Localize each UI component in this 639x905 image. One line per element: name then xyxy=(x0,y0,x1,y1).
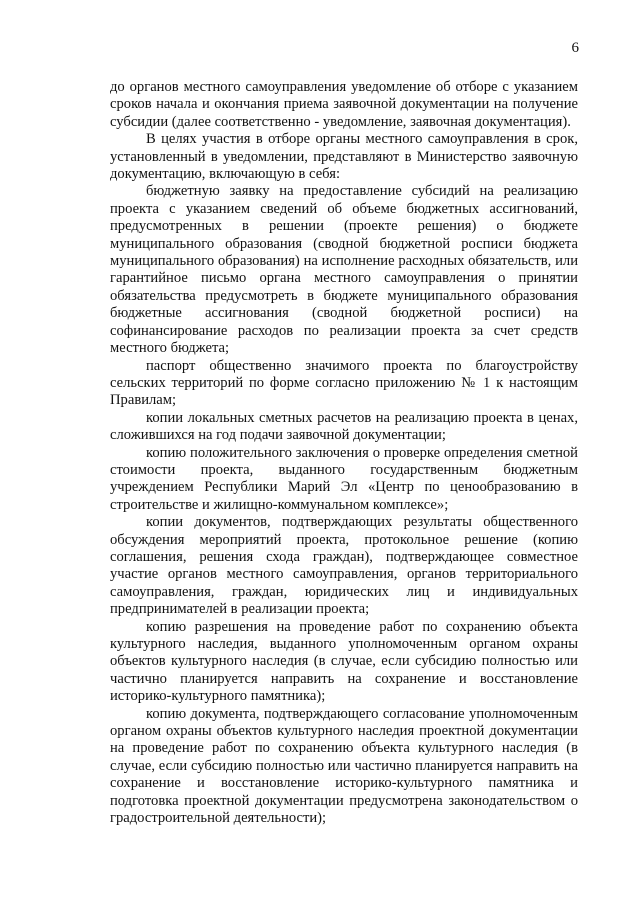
list-item-local-estimates: копии локальных сметных расчетов на реализацию проекта в ценах, сложившихся на год подачи заявочной документации; xyxy=(110,409,578,444)
list-item-budget-request: бюджетную заявку на предоставление субсидий на реализацию проекта с указанием сведений об объеме бюджетных ассигнований, предусмотренных в решении (проекте решения) о бюджете муниципального образования (сводной бюджетной росписи бюджета муниципального образования) на исполнение расходных обязательств, или гарантийное письмо органа местного самоуправления о принятии обязательства предусмотреть в бюджете муниципального образования бюджетные ассигнования (сводной бюджетной росписи) на софинансирование расходов по реализации проекта за счет средств местного бюджета; xyxy=(110,183,578,357)
paragraph-continuation: до органов местного самоуправления уведомление об отборе с указанием сроков начала и окончания приема заявочной документации на получение субсидии (далее соответственно - уведомление, заявочная документация). xyxy=(110,79,578,130)
list-item-positive-conclusion: копию положительного заключения о проверке определения сметной стоимости проекта, выданного государственным бюджетным учреждением Республики Марий Эл «Центр по ценообразованию в строительстве и жилищно-коммунальном комплексе»; xyxy=(110,444,578,513)
paragraph-selection-participation: В целях участия в отборе органы местного самоуправления в срок, установленный в уведомлении, представляют в Министерство заявочную документацию, включающую в себя: xyxy=(110,131,578,183)
list-item-heritage-approval: копию документа, подтверждающего согласование уполномоченным органом охраны объектов культурного наследия проектной документации на проведение работ по сохранению объекта культурного наследия (в случае, если субсидию полностью или частично планируется направить на сохранение и восстановление историко-культурного памятника и подготовка проектной документации предусмотрена законодательством о градостроительной деятельности); xyxy=(110,705,578,827)
page-number: 6 xyxy=(571,40,579,56)
list-item-public-discussion: копии документов, подтверждающих результаты общественного обсуждения мероприятий проекта, протокольное решение (копию соглашения, решения схода граждан), подтверждающее совместное участие органов местного самоуправления, органов территориального самоуправления, граждан, юридических лиц и индивидуальных предпринимателей в реализации проекта; xyxy=(110,514,578,618)
list-item-heritage-permit: копию разрешения на проведение работ по сохранению объекта культурного наследия, выданного уполномоченным органом охраны объектов культурного наследия (в случае, если субсидию полностью или частично планируется направить на сохранение и восстановление историко-культурного памятника); xyxy=(110,618,578,705)
document-body xyxy=(110,79,578,827)
list-item-project-passport: паспорт общественно значимого проекта по благоустройству сельских территорий по форме согласно приложению № 1 к настоящим Правилам; xyxy=(110,357,578,409)
